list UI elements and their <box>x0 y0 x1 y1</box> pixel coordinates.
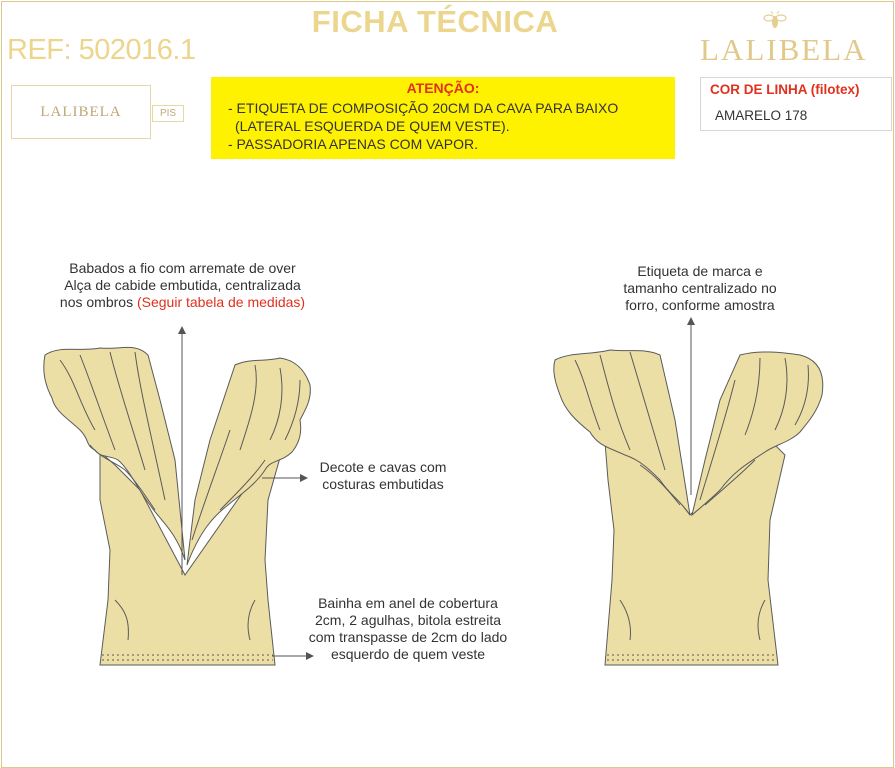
note-line: esquerdo de quem veste <box>330 646 486 662</box>
note-line: Babados a fio com arremate de over <box>69 260 296 276</box>
thread-color-value: AMARELO 178 <box>715 108 808 123</box>
label-brand-text: LALIBELA <box>40 104 122 120</box>
note-line: Decote e cavas com <box>319 459 447 475</box>
note-line: 2cm, 2 agulhas, bitola estreita <box>315 612 501 628</box>
attention-line: - PASSADORIA APENAS COM VAPOR. <box>228 136 478 152</box>
note-text: nos ombros <box>59 294 137 310</box>
tag-note <box>605 263 795 314</box>
attention-line: (LATERAL ESQUERDA DE QUEM VESTE). <box>235 118 510 134</box>
front-view-garment <box>44 347 311 665</box>
attention-line: - ETIQUETA DE COMPOSIÇÃO 20CM DA CAVA PARA BAIXO <box>228 100 619 116</box>
sheet-title: FICHA TÉCNICA <box>311 4 559 39</box>
neckline-note <box>308 459 458 493</box>
note-line: Alça de cabide embutida, centralizada <box>64 277 301 293</box>
reference-code: REF: 502016.1 <box>7 34 196 66</box>
back-view-garment <box>554 350 823 665</box>
note-line <box>40 294 325 311</box>
attention-title: ATENÇÃO: <box>406 80 480 96</box>
note-line: forro, conforme amostra <box>625 297 775 313</box>
measurements-highlight: (Seguir tabela de medidas) <box>136 294 306 310</box>
ruffle-note <box>40 260 325 311</box>
note-line: com transpasse de 2cm do lado <box>308 629 508 645</box>
label-code: PIS <box>152 105 184 122</box>
note-line: costuras embutidas <box>322 476 444 492</box>
thread-color-title: COR DE LINHA (filotex) <box>710 82 860 97</box>
brand-logo: LALIBELA <box>700 32 868 67</box>
hem-note <box>294 595 522 663</box>
note-line: Etiqueta de marca e <box>637 263 763 279</box>
note-line: Bainha em anel de cobertura <box>318 595 498 611</box>
note-line: tamanho centralizado no <box>623 280 777 296</box>
